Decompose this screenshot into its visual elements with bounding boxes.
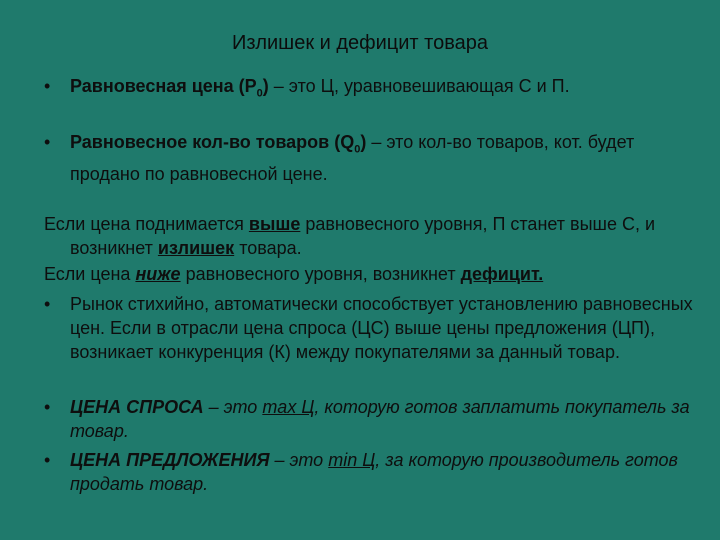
bullet-dot: • [44,76,51,96]
slide-title: Излишек и дефицит товара [232,32,488,54]
emphasis-min-price: min Ц [328,450,376,470]
text: , которую готов заплатить покупатель за товар. [70,397,690,441]
term-demand-price: ЦЕНА СПРОСА [70,397,204,417]
subscript-zero: 0 [354,143,361,156]
paren-close: ) [262,76,269,96]
paren-close: ) [360,132,367,152]
bullet-equilibrium-quantity [44,130,694,186]
text: – это [269,450,329,470]
term-equilibrium-price: Равновесная цена (P [70,76,257,96]
text: – это [203,397,263,417]
definition-text: – это Ц, уравновешивающая С и П. [268,76,570,96]
bullet-dot: • [44,132,51,152]
text: равновесного уровня, П станет выше С, и возникнет [70,214,656,258]
definition-text: – это кол-во товаров, кот. будет продано по равновесной цене. [70,132,635,184]
bullet-demand-price [44,395,694,443]
bullet-market-mechanism [44,292,694,364]
text: Если цена поднимается [44,214,249,234]
bullet-dot: • [44,397,51,417]
term-supply-price: ЦЕНА ПРЕДЛОЖЕНИЯ [70,450,270,470]
term-equilibrium-quantity: Равновесное кол-во товаров (Q [70,132,355,152]
paragraph-surplus [44,212,720,260]
bullet-dot: • [44,294,51,314]
bullet-supply-price [44,448,694,496]
emphasis-below: ниже [135,264,181,284]
market-mechanism-text: Рынок стихийно, автоматически способствует установлению равновесных цен. Если в отрасли цена спроса (ЦС) выше цены предложения (ЦП), возникает конкуренция (К) между покупателями за данный товар. [70,294,693,362]
text: товара. [234,238,302,258]
paragraph-deficit [44,262,720,286]
emphasis-surplus: излишек [157,238,235,258]
text: Если цена [44,264,136,284]
emphasis-above: выше [248,214,301,234]
subscript-zero: 0 [256,87,263,100]
text: равновесного уровня, возникнет [180,264,461,284]
bullet-dot: • [44,450,51,470]
bullet-equilibrium-price [44,74,694,106]
text: , за которую производитель готов продать товар. [70,450,678,494]
emphasis-deficit: дефицит. [460,264,544,284]
emphasis-max-price: max Ц [262,397,315,417]
